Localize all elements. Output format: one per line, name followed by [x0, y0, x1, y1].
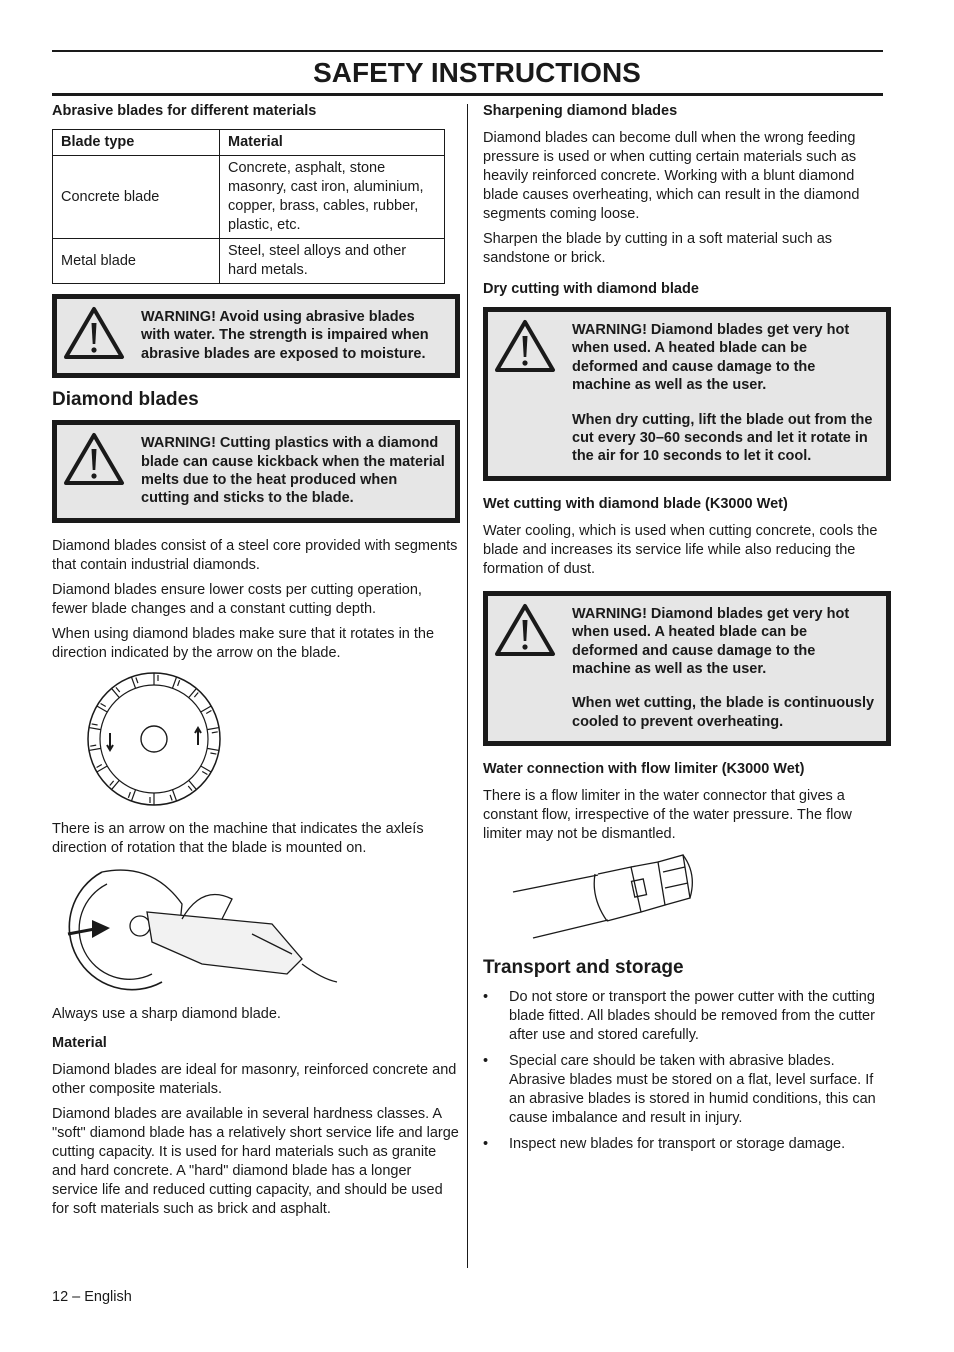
list-item-text: Do not store or transport the power cutter with the cutting blade fitted. All blades should be removed from the cutter after use and stored carefully.: [509, 989, 875, 1044]
diamond-blade-illustration: [52, 669, 460, 814]
sharpening-paragraph: Sharpen the blade by cutting in a soft material such as sandstone or brick.: [483, 231, 833, 266]
warning-triangle-icon: [62, 305, 126, 361]
table-cell-blade-type: Concrete blade: [53, 156, 220, 239]
table-header-row: [53, 130, 445, 156]
abrasive-heading: Abrasive blades for different materials: [52, 103, 317, 119]
water-paragraph: There is a flow limiter in the water connector that gives a constant flow, irrespective of the water pressure. The flow limiter may not be dismantled.: [483, 788, 852, 843]
table-row: [53, 156, 445, 239]
wet-cutting-heading: Wet cutting with diamond blade (K3000 Wet): [483, 495, 788, 512]
warning-text: WARNING! Cutting plastics with a diamond blade can cause kickback when the material melts due to the heat produced when cutting and sticks to the blade.: [141, 435, 445, 507]
table-row: [53, 239, 445, 284]
power-cutter-illustration: [52, 864, 460, 999]
table-cell-blade-type: Metal blade: [53, 239, 220, 284]
transport-storage-heading: Transport and storage: [483, 957, 684, 979]
transport-bullet-list: [483, 988, 891, 1154]
arrow-note: There is an arrow on the machine that indicates the axleís direction of rotation that the blade is mounted on.: [52, 820, 424, 856]
header-rule-bottom: [52, 93, 883, 96]
water-connector-icon: [483, 850, 713, 945]
page-title: SAFETY INSTRUCTIONS: [313, 57, 641, 88]
list-item-text: Special care should be taken with abrasive blades. Abrasive blades must be stored on a flat, level surface. If an abrasive blades is stored in humid conditions, this can cause imbalance and result in injury.: [509, 1053, 876, 1127]
blade-material-table: [52, 129, 445, 284]
warning-triangle-icon: [493, 318, 557, 374]
sharpening-heading: Sharpening diamond blades: [483, 103, 678, 119]
diamond-paragraph: Diamond blades ensure lower costs per cutting operation, fewer blade changes and a constant cutting depth.: [52, 581, 422, 617]
material-heading: Material: [52, 1034, 107, 1051]
diamond-paragraph: When using diamond blades make sure that it rotates in the direction indicated by the arrow on the blade.: [52, 625, 435, 661]
table-cell-material: Concrete, asphalt, stone masonry, cast iron, aluminium, copper, brass, cables, rubber, plastic, etc.: [220, 156, 445, 239]
header-rule-top: [52, 50, 883, 52]
warning-text: WARNING! Avoid using abrasive blades with water. The strength is impaired when abrasive blades are exposed to moisture.: [141, 309, 429, 362]
right-column: [483, 102, 891, 1161]
left-column: [52, 102, 460, 1225]
warning-text: When wet cutting, the blade is continuously cooled to prevent overheating.: [572, 695, 875, 730]
list-item: [483, 1135, 891, 1154]
page-footer: 12 – English: [52, 1289, 132, 1305]
column-divider: [467, 104, 468, 1268]
warning-box-abrasive: [52, 294, 460, 378]
bullet-icon: •: [483, 989, 489, 1006]
warning-text: When dry cutting, lift the blade out from the cut every 30–60 seconds and let it rotate in the air for 10 seconds to let it cool.: [572, 411, 873, 465]
list-item: [483, 1052, 891, 1128]
water-connector-illustration: [483, 850, 891, 950]
water-connection-heading: Water connection with flow limiter (K3000 Wet): [483, 761, 805, 778]
power-cutter-icon: [52, 864, 342, 994]
warning-triangle-icon: [62, 431, 126, 487]
diamond-blades-heading: Diamond blades: [52, 389, 199, 411]
warning-triangle-icon: [493, 602, 557, 658]
warning-box-wet-cutting: [483, 591, 891, 746]
table-header-material: Material: [220, 130, 445, 156]
dry-cutting-heading: Dry cutting with diamond blade: [483, 281, 699, 297]
diamond-paragraph: Diamond blades consist of a steel core provided with segments that contain industrial diamonds.: [52, 537, 458, 573]
table-cell-material: Steel, steel alloys and other hard metals.: [220, 239, 445, 284]
wet-paragraph: Water cooling, which is used when cutting concrete, cools the blade and increases its service life while also reducing the formation of dust.: [483, 522, 878, 577]
list-item: [483, 988, 891, 1045]
sharp-note: Always use a sharp diamond blade.: [52, 1005, 281, 1022]
bullet-icon: •: [483, 1053, 489, 1070]
warning-box-dry-cutting: [483, 307, 891, 481]
warning-text: WARNING! Diamond blades get very hot when used. A heated blade can be deformed and cause damage to the machine as well as the user.: [572, 322, 850, 394]
list-item-text: Inspect new blades for transport or storage damage.: [509, 1136, 846, 1153]
bullet-icon: •: [483, 1136, 489, 1153]
material-paragraph: Diamond blades are ideal for masonry, reinforced concrete and other composite materials.: [52, 1061, 457, 1097]
diamond-blade-icon: [52, 669, 252, 809]
table-header-blade-type: Blade type: [53, 130, 220, 156]
warning-box-plastics: [52, 420, 460, 523]
material-paragraph: Diamond blades are available in several hardness classes. A "soft" diamond blade has a relatively short service life and large cutting capacity. It is used for hard materials such as granite and hard concrete. A "hard" diamond blade has a longer service life and reduced cutting capacity, and should be used for soft materials such as brick and asphalt.: [52, 1105, 459, 1217]
sharpening-paragraph: Diamond blades can become dull when the wrong feeding pressure is used or when cutting certain materials such as heavily reinforced concrete. Working with a blunt diamond blade causes overheating, which can result in the diamond segments coming loose.: [483, 130, 860, 222]
warning-text: WARNING! Diamond blades get very hot when used. A heated blade can be deformed and cause damage to the machine as well as the user.: [572, 605, 850, 678]
